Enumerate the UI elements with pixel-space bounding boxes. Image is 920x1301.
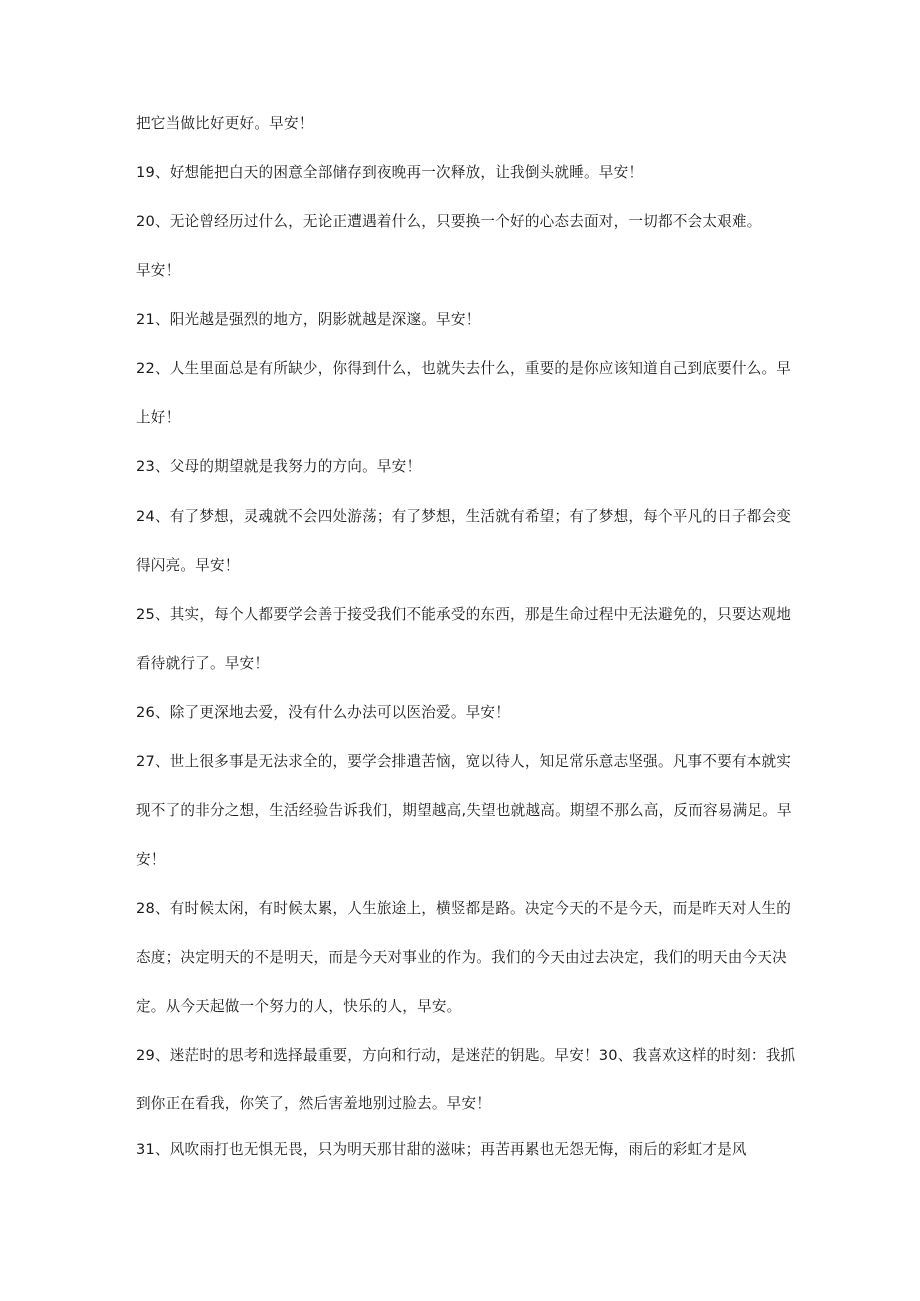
text-line: 到你正在看我，你笑了，然后害羞地别过脸去。早安！: [136, 1095, 492, 1112]
text-line: 得闪亮。早安！: [136, 557, 240, 574]
text-line: 23、父母的期望就是我努力的方向。早安！: [136, 458, 422, 475]
text-line: 现不了的非分之想，生活经验告诉我们，期望越高,失望也就越高。期望不那么高，反而容易满足。早: [136, 802, 792, 819]
text-line: 20、无论曾经历过什么，无论正遭遇着什么，只要换一个好的心态去面对，一切都不会太艰难。: [136, 213, 762, 230]
text-line: 31、风吹雨打也无惧无畏，只为明天那甘甜的滋味；再苦再累也无怨无悔，雨后的彩虹才是风: [136, 1141, 747, 1158]
text-line: 29、迷茫时的思考和选择最重要，方向和行动，是迷茫的钥匙。早安！30、我喜欢这样的时刻：我抓: [136, 1047, 796, 1064]
text-line: 22、人生里面总是有所缺少，你得到什么，也就失去什么，重要的是你应该知道自己到底要什么。早: [136, 360, 792, 377]
text-line: 28、有时候太闲，有时候太累，人生旅途上，横竖都是路。决定今天的不是今天，而是昨天对人生的: [136, 900, 792, 917]
text-line: 25、其实，每个人都要学会善于接受我们不能承受的东西，那是生命过程中无法避免的，只要达观地: [136, 606, 792, 623]
text-line: 27、世上很多事是无法求全的，要学会排遣苦恼，宽以待人，知足常乐意志坚强。凡事不要有本就实: [136, 753, 792, 770]
text-line: 安！: [136, 851, 166, 868]
text-line: 早安！: [136, 262, 181, 279]
text-line: 26、除了更深地去爱，没有什么办法可以医治爱。早安！: [136, 704, 511, 721]
text-line: 21、阳光越是强烈的地方，阴影就越是深邃。早安！: [136, 311, 481, 328]
text-line: 把它当做比好更好。早安！: [136, 115, 314, 132]
text-line: 看待就行了。早安！: [136, 655, 270, 672]
text-line: 上好！: [136, 409, 181, 426]
text-line: 24、有了梦想，灵魂就不会四处游荡；有了梦想，生活就有希望；有了梦想，每个平凡的日子都会变: [136, 508, 792, 525]
text-line: 19、好想能把白天的困意全部储存到夜晚再一次释放，让我倒头就睡。早安！: [136, 164, 644, 181]
text-line: 态度；决定明天的不是明天，而是今天对事业的作为。我们的今天由过去决定，我们的明天由今天决: [136, 949, 787, 966]
text-line: 定。从今天起做一个努力的人，快乐的人，早安。: [136, 998, 462, 1015]
